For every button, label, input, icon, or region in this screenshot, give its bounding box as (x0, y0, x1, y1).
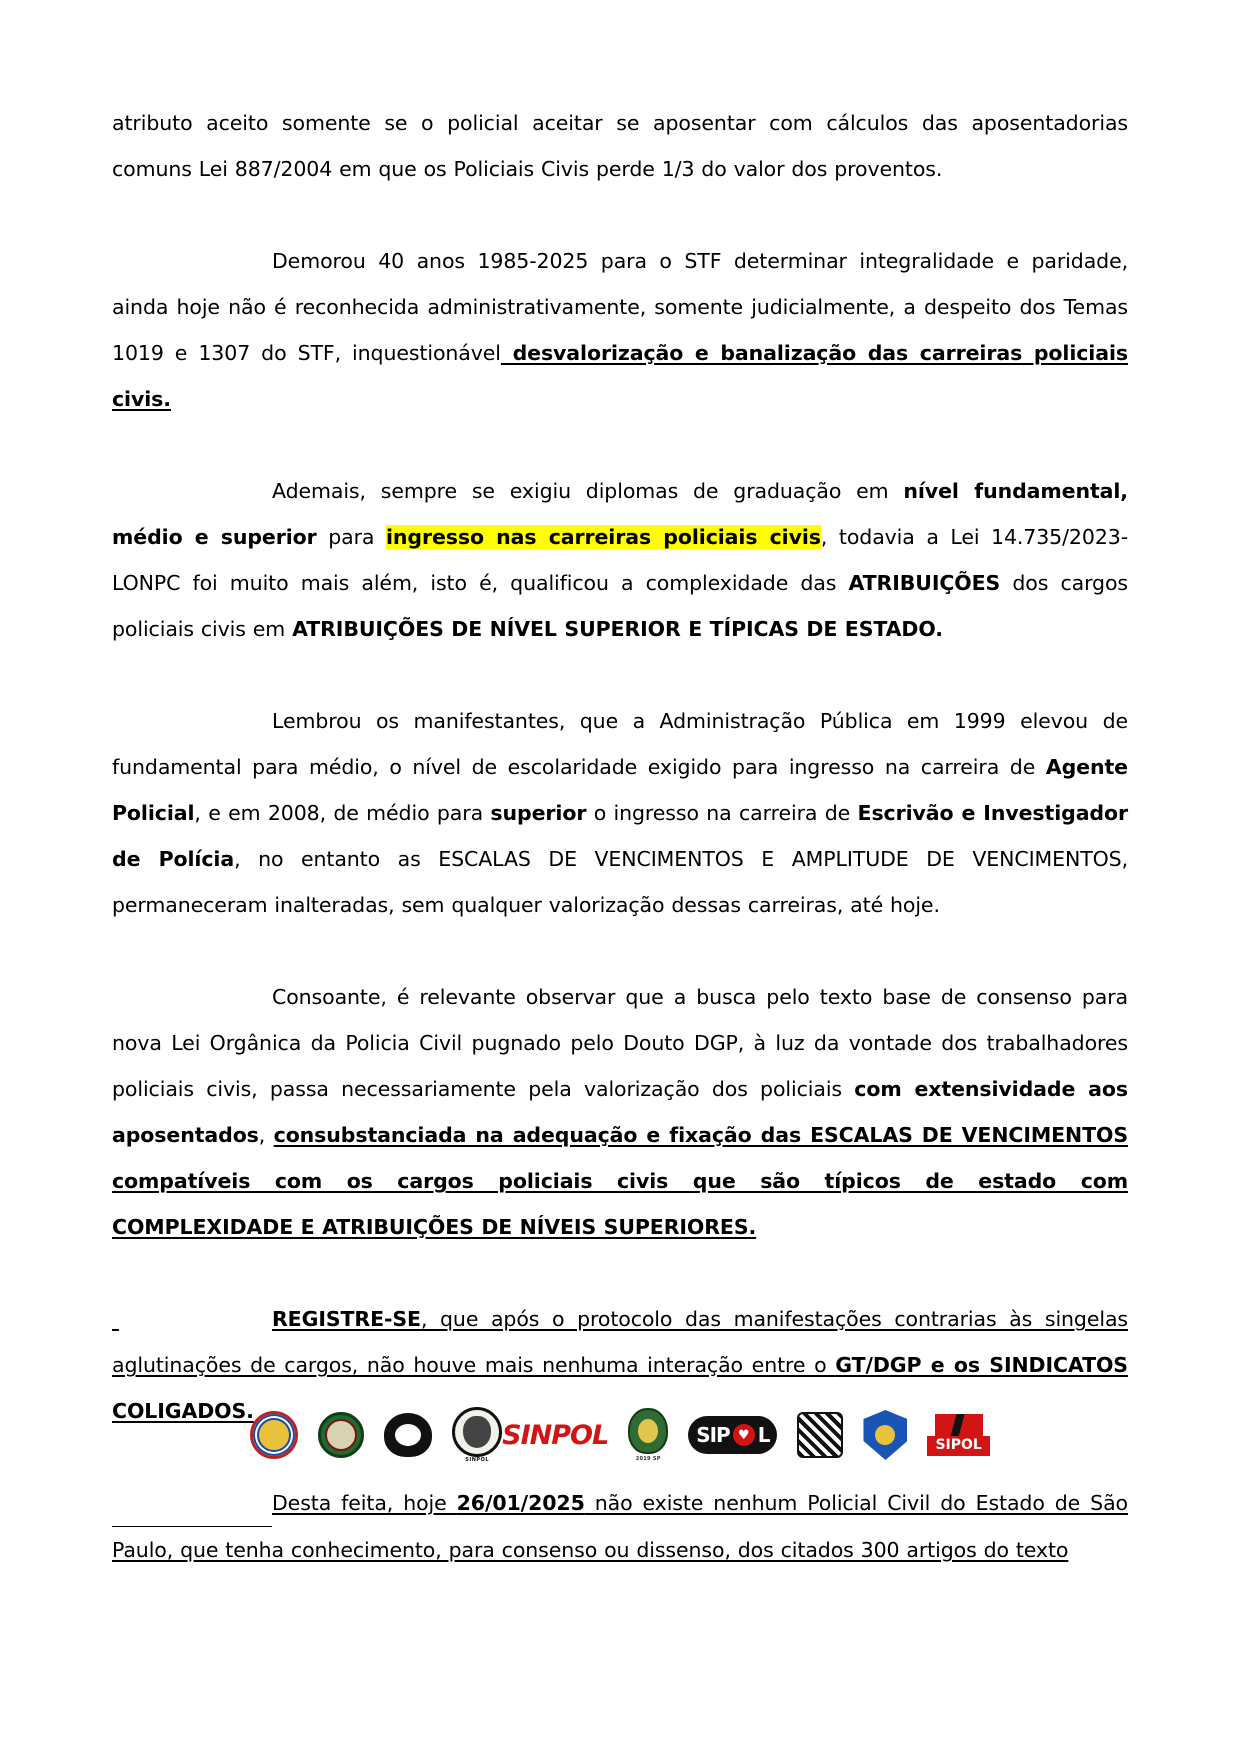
green-seal-icon (628, 1408, 668, 1454)
p1-run-1: atributo aceito somente se o policial aceitar se aposentar com cálculos das aposentadorias comuns Lei 887/2004 em que os Policiais Civis perde 1/3 do valor dos proventos. (112, 111, 1128, 181)
p4-run-2-bold: Agente Policial (112, 755, 1128, 825)
shield-icon (863, 1410, 907, 1460)
p5-run-3: , (258, 1123, 274, 1147)
sipol-red-flag-icon (935, 1414, 983, 1436)
p2-run-1: Demorou 40 anos 1985-2025 para o STF determinar integralidade e paridade, ainda hoje não é reconhecida administrativamente, somente judicialmente, a despeito dos Temas 1019 e 1307 do STF, inquestionável (112, 249, 1128, 365)
p4-run-5: o ingresso na carreira de (586, 801, 858, 825)
logo-sipol-suffix: L (757, 1423, 770, 1447)
logo-green-caption: 2019 SP (635, 1456, 661, 1462)
logo-sinpol-subtext: SINPOL (465, 1457, 490, 1463)
sinpol-seal-icon (452, 1407, 502, 1457)
seal-inner-icon (325, 1419, 357, 1451)
p2-run-2-emphasis: desvalorização e banalização das carreiras policiais civis. (112, 341, 1128, 411)
logo-seal-black-eagle (384, 1413, 432, 1457)
sinpol-figure-icon (463, 1416, 491, 1448)
heart-icon: ♥ (733, 1424, 755, 1446)
sipol-red-wrap (927, 1414, 989, 1455)
paragraph-7 (112, 1480, 1128, 1573)
p3-run-6-bold: ATRIBUIÇÕES (848, 571, 1001, 595)
paragraph-2 (112, 238, 1128, 422)
p4-run-6-bold: Escrivão e Investigador de Polícia (112, 801, 1128, 871)
shield-inner-icon (875, 1425, 895, 1445)
p3-run-8-bold: ATRIBUIÇÕES DE NÍVEL SUPERIOR E TÍPICAS DE ESTADO. (292, 617, 943, 641)
footer-logos (0, 1380, 1240, 1490)
logo-seal-green-small (628, 1408, 668, 1462)
p5-run-1: Consoante, é relevante observar que a busca pelo texto base de consenso para nova Lei Orgânica da Policia Civil pugnado pelo Douto DGP, à luz da vontade dos trabalhadores policiais civis, passa necessariamente pela valorização dos policiais (112, 985, 1128, 1101)
p3-run-4-highlight: ingresso nas carreiras policiais civis (385, 525, 821, 549)
p7-run-1-underline: Desta feita, hoje (272, 1491, 457, 1515)
p4-run-4-bold: superior (490, 801, 587, 825)
p6-run-2-underline: , que após o protocolo das manifestações contrarias às singelas aglutinações de cargos, não houve mais nenhuma interação entre o (112, 1307, 1128, 1377)
green-seal-wrap (628, 1408, 668, 1462)
p3-run-7: dos cargos policiais civis em (112, 571, 1128, 641)
paragraph-5 (112, 974, 1128, 1250)
logo-seal-green (318, 1412, 364, 1458)
p4-run-1: Lembrou os manifestantes, que a Administração Pública em 1999 elevou de fundamental para médio, o nível de escolaridade exigido para ingresso na carreira de (112, 709, 1128, 779)
p6-run-1-registre-se: REGISTRE-SE (272, 1307, 421, 1331)
seal-icon (318, 1412, 364, 1458)
p3-run-3: para (316, 525, 386, 549)
p4-run-3: , e em 2008, de médio para (194, 801, 491, 825)
p7-run-2-date: 26/01/2025 (456, 1491, 585, 1515)
logo-sipol-red (927, 1414, 989, 1455)
logo-shield-blue (863, 1410, 907, 1460)
p5-run-4-emphasis: consubstanciada na adequação e fixação das ESCALAS DE VENCIMENTOS compatíveis com os cargos policiais civis que são típicos de estado com COMPLEXIDADE E ATRIBUIÇÕES DE NÍVEIS SUPERIORES. (112, 1123, 1128, 1239)
eagle-icon (384, 1413, 432, 1457)
p3-run-1: Ademais, sempre se exigiu diplomas de graduação em (272, 479, 904, 503)
seal-icon (250, 1411, 298, 1459)
sipol-badge-shape (688, 1416, 777, 1454)
document-body (112, 100, 1128, 1573)
green-seal-inner-icon (638, 1419, 658, 1443)
logo-sipol-text: SIP (696, 1423, 730, 1447)
logo-seal-blue-red (250, 1411, 298, 1459)
p6-run-3-emphasis: GT/DGP e os SINDICATOS COLIGADOS. (112, 1353, 1128, 1423)
paragraph-3 (112, 468, 1128, 652)
logo-sinpol (452, 1407, 608, 1463)
p7-run-3-underline: não existe nenhum Policial Civil do Estado de São Paulo, que tenha conhecimento, para consenso ou dissenso, dos citados 300 artigos do texto (112, 1491, 1128, 1562)
eagle-inner-icon (395, 1424, 421, 1446)
sinpol-wrap (452, 1407, 502, 1463)
p3-run-2-bold: nível fundamental, médio e superior (112, 479, 1128, 549)
logo-checker-black (797, 1412, 843, 1458)
logo-sipol-badge (688, 1416, 777, 1454)
seal-inner-icon (257, 1418, 291, 1452)
paragraph-1 (112, 100, 1128, 192)
logo-sinpol-wordmark: SINPOL (502, 1419, 609, 1451)
logo-sipol-red-text: SIPOL (927, 1436, 989, 1455)
p5-run-2-bold: com extensividade aos aposentados (112, 1077, 1128, 1147)
paragraph-indent (112, 1296, 272, 1342)
paragraph-4 (112, 698, 1128, 928)
p4-run-7: , no entanto as ESCALAS DE VENCIMENTOS E AMPLITUDE DE VENCIMENTOS, permaneceram inalteradas, sem qualquer valorização dessas carreiras, até hoje. (112, 847, 1128, 917)
checker-icon (797, 1412, 843, 1458)
p3-run-5: , todavia a Lei 14.735/2023-LONPC foi muito mais além, isto é, qualificou a complexidade das (112, 525, 1129, 595)
